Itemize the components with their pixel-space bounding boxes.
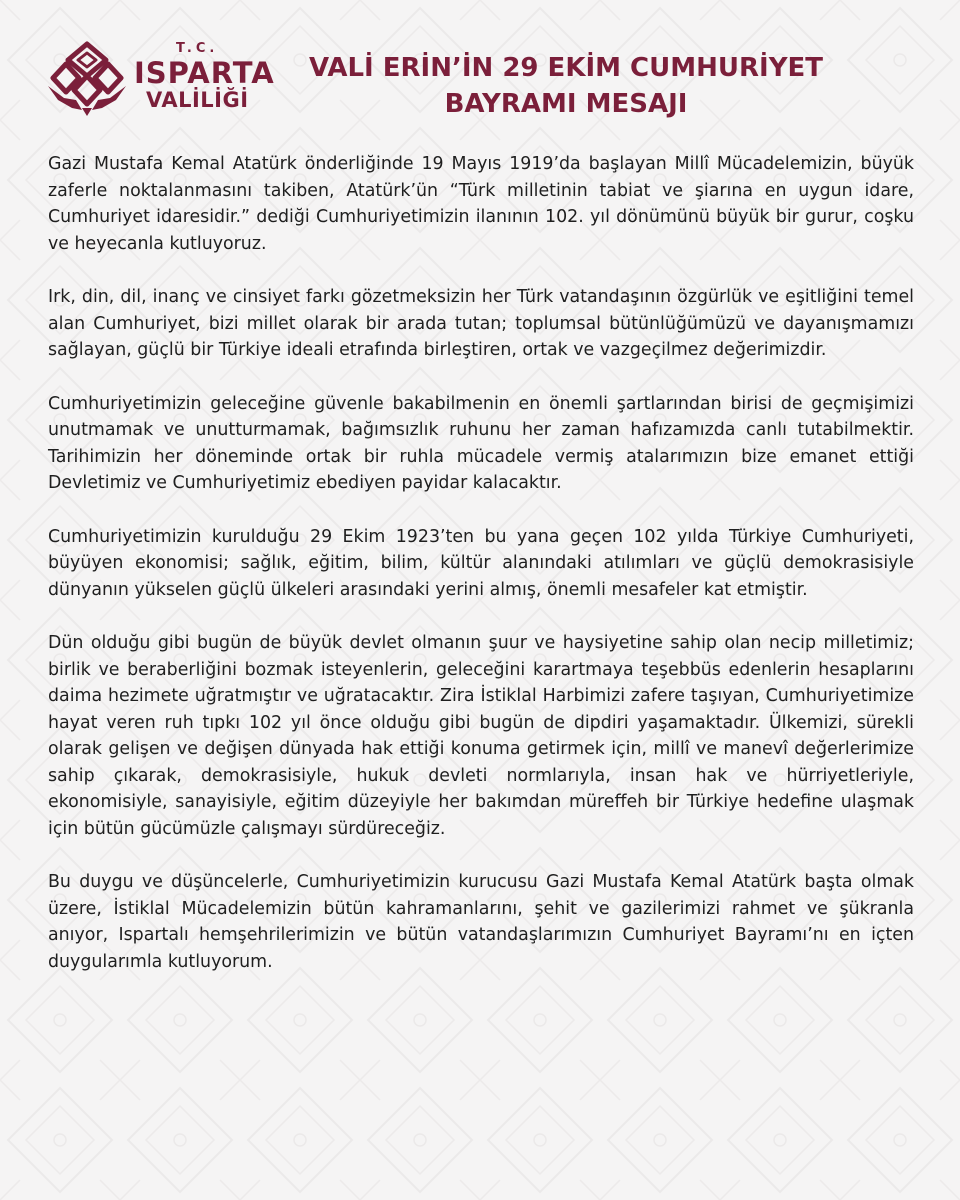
message-title <box>262 50 870 122</box>
paragraph-1: Gazi Mustafa Kemal Atatürk önderliğinde 19 Mayıs 1919’da başlayan Millî Mücadelemizin, büyük zaferle noktalanmasını takiben, Atatürk’ün “Türk milletinin tabiat ve şiarına en uygun idare, Cumhuriyet idaresidir.” dediği Cumhuriyetimizin ilanının 102. yıl dönümünü büyük bir gurur, coşku ve heyecanla kutluyoruz. <box>48 154 914 254</box>
governorship-logo <box>46 40 275 120</box>
paragraph-3: Cumhuriyetimizin geleceğine güvenle bakabilmenin en önemli şartlarından birisi de geçmişimizi unutmamak ve unutturmamak, bağımsızlık ruhunu her zaman hafızamızda canlı tutabilmektir. Tarihimizin her döneminde ortak bir ruhla mücadele vermiş atalarımızın bize emanet ettiği Devletimiz ve Cumhuriyetimiz ebediyen payidar kalacaktır. <box>48 393 914 493</box>
logo-office-label: VALİLİĞİ <box>146 88 249 112</box>
paragraph-5: Dün olduğu gibi bugün de büyük devlet olmanın şuur ve haysiyetine sahip olan necip milletimiz; birlik ve beraberliğini bozmak isteyenlerin, geleceğini karartmaya teşebbüs edenlerin hesaplarını daima hezimete uğratmıştır ve uğratacaktır. Zira İstiklal Harbimizi zafere taşıyan, Cumhuriyetimize hayat veren ruh tıpkı 102 yıl önce olduğu gibi bugün de dipdiri yaşamaktadır. Ülkemizi, sürekli olarak gelişen ve değişen dünyada hak ettiği konuma getirmek için, millî ve manevî değerlerimize sahip çıkarak, demokrasisiyle, hukuk devleti normlarıyla, insan hak ve hürriyetleriyle, ekonomisiyle, sanayisiyle, eğitim düzeyiyle her bakımdan müreffeh bir Türkiye hedefine ulaşmak için bütün gücümüzle çalışmayı sürdüreceğiz. <box>48 633 914 839</box>
title-line-2: BAYRAMI MESAJI <box>444 89 688 119</box>
logo-tc-label: T.C. <box>176 41 219 56</box>
paragraph-2: Irk, din, dil, inanç ve cinsiyet farkı gözetmeksizin her Türk vatandaşının özgürlük ve eşitliğini temel alan Cumhuriyet, bizi millet olarak bir arada tutan; toplumsal bütünlüğümüzü ve dayanışmamızı sağlayan, güçlü bir Türkiye ideali etrafında birleştiren, ortak ve vazgeçilmez değerimizdir. <box>48 287 914 360</box>
paragraph-4: Cumhuriyetimizin kurulduğu 29 Ekim 1923’ten bu yana geçen 102 yılda Türkiye Cumhuriyeti, büyüyen ekonomisi; sağlık, eğitim, bilim, kültür alanındaki atılımları ve güçlü demokrasisiyle dünyanın yükselen güçlü ülkeleri arasındaki yerini almış, önemli mesafeler kat etmiştir. <box>48 526 914 600</box>
paragraph-6: Bu duygu ve düşüncelerle, Cumhuriyetimizin kurucusu Gazi Mustafa Kemal Atatürk başta olmak üzere, İstiklal Mücadelemizin bütün kahramanlarını, şehit ve gazilerimizi rahmet ve şükranla anıyor, Ispartalı hemşehrilerimizin ve bütün vatandaşlarımızın Cumhuriyet Bayramı’nı en içten duygularımla kutluyorum. <box>48 872 914 972</box>
logo-city-label: ISPARTA <box>134 56 275 90</box>
isparta-governorship-emblem-icon <box>46 40 128 118</box>
message-body <box>48 151 914 1002</box>
title-line-1: VALİ ERİN’İN 29 EKİM CUMHURİYET <box>308 53 824 83</box>
